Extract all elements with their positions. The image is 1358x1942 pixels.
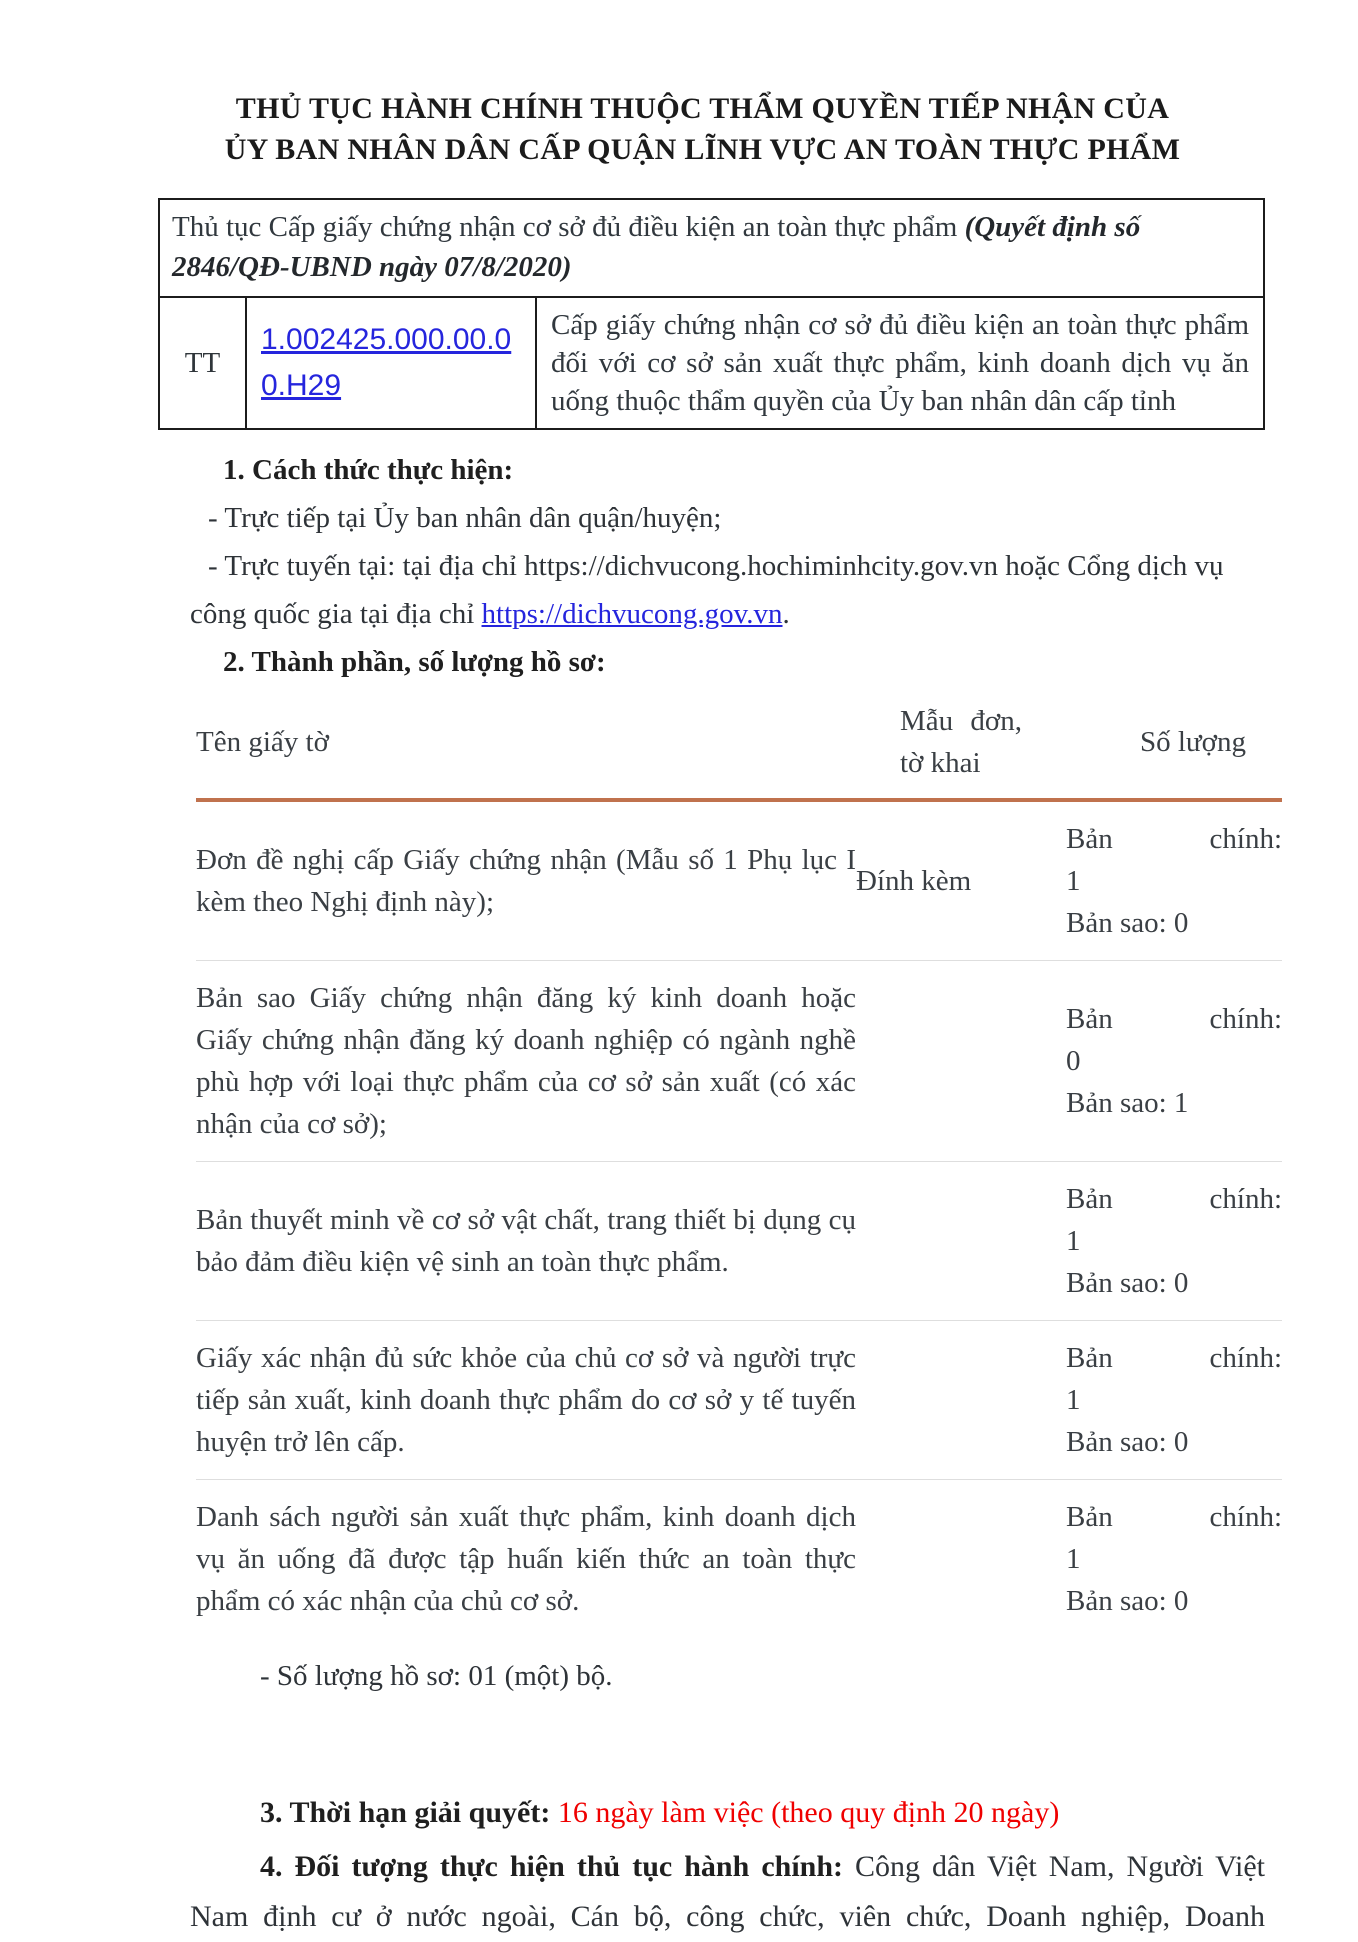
column-header-document-name: Tên giấy tờ — [196, 700, 856, 800]
column-header-form: Mẫu đơn, tờ khai — [856, 700, 1066, 800]
document-form — [856, 1162, 1066, 1321]
document-quantity — [1066, 1480, 1282, 1639]
document-form — [856, 1321, 1066, 1480]
quantity-copy: Bản sao: 0 — [1066, 1267, 1189, 1299]
document-row — [196, 1162, 1282, 1321]
section-1 — [190, 446, 1265, 686]
quantity-original-value: 0 — [1066, 1045, 1081, 1077]
quantity-original-label: Bản chính: — [1066, 1501, 1282, 1533]
document-row — [196, 800, 1282, 961]
document-row — [196, 961, 1282, 1162]
dossier-quantity-note: - Số lượng hồ sơ: 01 (một) bộ. — [260, 1660, 613, 1692]
document-quantity — [1066, 961, 1282, 1162]
document-quantity — [1066, 1321, 1282, 1480]
quantity-original-value: 1 — [1066, 865, 1081, 897]
documents-table — [196, 700, 1282, 1638]
section-1-item-direct: - Trực tiếp tại Ủy ban nhân dân quận/huyện; — [208, 502, 722, 534]
section-1-item-online — [190, 542, 1265, 638]
bottom-sections — [190, 1790, 1265, 1942]
quantity-copy: Bản sao: 0 — [1066, 907, 1189, 939]
document-form — [856, 1480, 1066, 1639]
document-name: Danh sách người sản xuất thực phẩm, kinh doanh dịch vụ ăn uống đã được tập huấn kiến thức an toàn thực phẩm có xác nhận của chủ cơ sở. — [196, 1480, 856, 1639]
document-name: Bản sao Giấy chứng nhận đăng ký kinh doanh hoặc Giấy chứng nhận đăng ký doanh nghiệp có ngành nghề phù hợp với loại thực phẩm của cơ sở sản xuất (có xác nhận của cơ sở); — [196, 961, 856, 1162]
section-4 — [190, 1842, 1265, 1942]
document-quantity — [1066, 800, 1282, 961]
procedure-header-row — [159, 199, 1264, 297]
quantity-original-value: 1 — [1066, 1225, 1081, 1257]
document-name: Giấy xác nhận đủ sức khỏe của chủ cơ sở và người trực tiếp sản xuất, kinh doanh thực phẩm do cơ sở y tế tuyến huyện trở lên cấp. — [196, 1321, 856, 1480]
procedure-code-link[interactable]: 1.002425.000.00.00.H29 — [261, 323, 512, 402]
procedure-code-cell — [246, 297, 536, 429]
quantity-original-value: 1 — [1066, 1543, 1081, 1575]
quantity-original-label: Bản chính: — [1066, 823, 1282, 855]
documents-table-header-row — [196, 700, 1282, 800]
section-3-heading: 3. Thời hạn giải quyết: — [260, 1796, 551, 1829]
document-name: Bản thuyết minh về cơ sở vật chất, trang thiết bị dụng cụ bảo đảm điều kiện vệ sinh an toàn thực phẩm. — [196, 1162, 856, 1321]
procedure-row — [159, 297, 1264, 429]
section-1-item-online-period: . — [782, 598, 790, 630]
page-title — [140, 88, 1265, 170]
quantity-original-value: 1 — [1066, 1384, 1081, 1416]
procedure-index-cell: TT — [159, 297, 246, 429]
document-quantity — [1066, 1162, 1282, 1321]
quantity-original-label: Bản chính: — [1066, 1003, 1282, 1035]
quantity-original-label: Bản chính: — [1066, 1342, 1282, 1374]
section-3-deadline: 16 ngày làm việc (theo quy định 20 ngày) — [557, 1796, 1060, 1829]
section-3 — [190, 1790, 1265, 1836]
document-row — [196, 1321, 1282, 1480]
procedure-header-cell — [159, 199, 1264, 297]
page-title-line-2: ỦY BAN NHÂN DÂN CẤP QUẬN LĨNH VỰC AN TOÀN THỰC PHẨM — [224, 133, 1181, 166]
quantity-copy: Bản sao: 0 — [1066, 1585, 1189, 1617]
procedure-decision-reference: (Quyết định số 2846/QĐ-UBND ngày 07/8/2020) — [172, 211, 1141, 283]
quantity-original-label: Bản chính: — [1066, 1183, 1282, 1215]
section-1-heading: 1. Cách thức thực hiện: — [223, 454, 514, 486]
section-2-heading: 2. Thành phần, số lượng hồ sơ: — [223, 646, 606, 678]
document-row — [196, 1480, 1282, 1639]
document-form — [856, 961, 1066, 1162]
document-form: Đính kèm — [856, 865, 972, 897]
section-4-subjects: Công dân Việt Nam, Người Việt Nam định cư ở nước ngoài, Cán bộ, công chức, viên chức, Doanh nghiệp, Doanh — [190, 1850, 1265, 1933]
quantity-copy: Bản sao: 1 — [1066, 1087, 1189, 1119]
column-header-quantity: Số lượng — [1066, 700, 1282, 800]
document-name: Đơn đề nghị cấp Giấy chứng nhận (Mẫu số 1 Phụ lục I kèm theo Nghị định này); — [196, 844, 856, 918]
dichvucong-link[interactable]: https://dichvucong.gov.vn — [481, 598, 783, 630]
section-4-heading: 4. Đối tượng thực hiện thủ tục hành chính: — [260, 1850, 844, 1883]
procedure-heading-text: Thủ tục Cấp giấy chứng nhận cơ sở đủ điều kiện an toàn thực phẩm — [172, 211, 965, 243]
section-1-item-online-text: - Trực tuyến tại: tại địa chỉ https://dichvucong.hochiminhcity.gov.vn hoặc Cổng dịch vụ công quốc gia tại địa chỉ — [190, 550, 1224, 630]
procedure-table — [158, 198, 1265, 430]
page-title-line-1: THỦ TỤC HÀNH CHÍNH THUỘC THẨM QUYỀN TIẾP NHẬN CỦA — [235, 92, 1170, 125]
quantity-copy: Bản sao: 0 — [1066, 1426, 1189, 1458]
procedure-description: Cấp giấy chứng nhận cơ sở đủ điều kiện an toàn thực phẩm đối với cơ sở sản xuất thực phẩm, kinh doanh dịch vụ ăn uống thuộc thẩm quyền của Ủy ban nhân dân cấp tỉnh — [536, 297, 1264, 429]
